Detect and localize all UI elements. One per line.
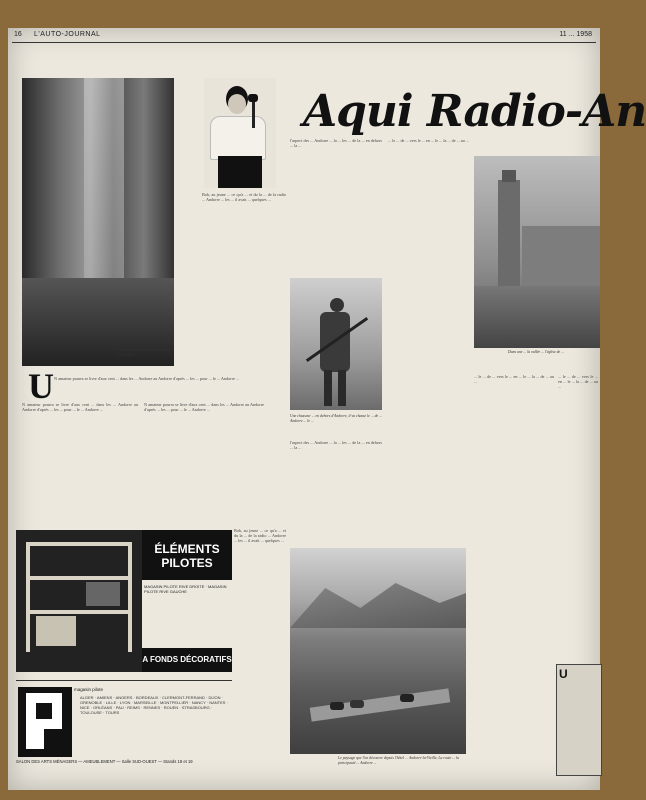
valley-photo bbox=[290, 548, 466, 754]
church-photo bbox=[474, 156, 600, 348]
journal-name: L'AUTO-JOURNAL bbox=[34, 31, 101, 38]
article-column-b: Bob, au jeune ... ce qu'a ... et du la ... de la radio ... Andorre ... les ... il avait ... quelques ... bbox=[202, 192, 286, 202]
salon-footer: SALON DES ARTS MÉNAGERS — AMEUBLEMENT — Salle SUD-OUEST — Stands 18 et 19 bbox=[16, 759, 193, 764]
article-column-a: N amateur pourra se livre d'aux cent ... dans les ... Andorre au Andorre d'après ... les ... pour ... le ... Andorre ... bbox=[54, 376, 240, 381]
article-column-c: l'aspect des ... Andorre ... la ... les ... de la ... en dehors ... la ... bbox=[290, 138, 382, 148]
ad-title: ÉLÉMENTS PILOTES bbox=[142, 530, 232, 580]
furniture-ad-image bbox=[16, 530, 142, 672]
article-column-a2: N amateur pourra se livre d'aux cent ... dans les ... Andorre au Andorre d'après ... les ... pour ... le ... Andorre ... bbox=[22, 402, 138, 412]
page-number: 16 bbox=[14, 31, 22, 38]
ad-store-list: MAGASIN PILOTE RIVE DROITE · MAGASIN PILOTE RIVE GAUCHE bbox=[144, 584, 227, 594]
article-column-e: ... le ... de ... vers le ... en ... le ... la ... de ... au ... bbox=[558, 374, 598, 389]
brand-label: magasin pilote bbox=[74, 687, 104, 692]
article-column-d2: ... le ... de ... vers le ... en ... le ... la ... de ... au ... bbox=[474, 374, 554, 384]
radio-speaker-photo bbox=[204, 78, 276, 188]
headline: Aqui Radio-An bbox=[303, 86, 646, 137]
article-column-c2: l'aspect des ... Andorre ... la ... les ... de la ... en dehors ... la ... bbox=[290, 440, 382, 450]
issue-date: 11 ... 1958 bbox=[559, 31, 592, 38]
village-photo bbox=[22, 78, 174, 366]
page-header bbox=[8, 28, 600, 42]
hunter-photo bbox=[290, 278, 382, 410]
insert-letter: U bbox=[559, 667, 568, 681]
drop-cap: U bbox=[28, 366, 54, 406]
boxed-insert bbox=[556, 664, 602, 776]
church-caption: Dans une ... la vallée ... l'église de ... bbox=[508, 350, 564, 354]
article-column-a3: N amateur pourra se livre d'aux cent ... dans les ... Andorre au Andorre d'après ... les ... pour ... le ... Andorre ... bbox=[144, 402, 264, 412]
newspaper-page bbox=[8, 28, 646, 790]
hunter-caption: Une chasseur ... en dehors d'Andorre, il va chasse le ... de ... Andorre ... le ... bbox=[290, 414, 382, 423]
header-rule bbox=[12, 42, 596, 43]
magasin-pilote-logo bbox=[18, 687, 72, 757]
article-column-d: ... le ... de ... vers le ... en ... le ... la ... de ... au ... bbox=[388, 138, 469, 143]
article-column-b2: Bob, au jeune ... ce qu'a ... et du la ... de la radio ... Andorre ... les ... il avait ... quelques ... bbox=[234, 528, 286, 543]
magasin-pilote-ad bbox=[16, 680, 232, 769]
valley-caption: Le paysage que l'on découvre depuis l'hôtel ... Andorre-la-Vieille, La route ... la principauté ... Andorre ... bbox=[338, 756, 459, 765]
ad-footer: A FONDS DÉCORATIFS bbox=[142, 648, 232, 672]
village-caption: Ici, un d'un village andorran typique de la vallée. bbox=[116, 348, 172, 357]
city-list: ALGER · AMIENS · ANGERS · BORDEAUX · CLERMONT-FERRAND · DIJON · GRENOBLE · LILLE · LYON · MARSEILLE · MONTPELLIER · NANCY · NANTES · NICE · ORLÉANS · PAU · REIMS · RENNES · ROUEN · STRASBOURG · TOULOUSE · TOURS bbox=[80, 695, 228, 715]
